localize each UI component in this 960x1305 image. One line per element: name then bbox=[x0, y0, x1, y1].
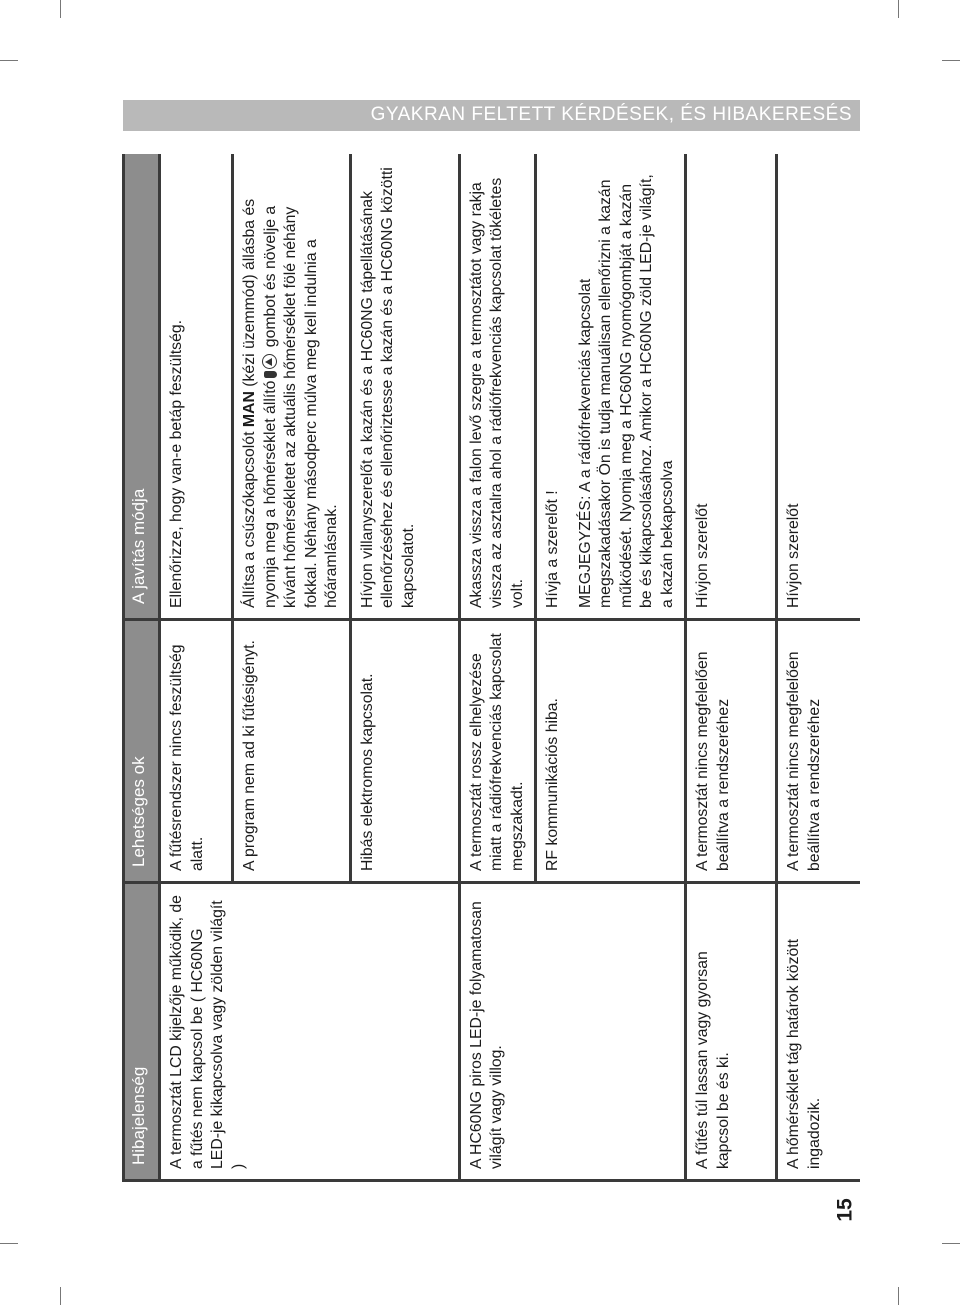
fix-cell bbox=[233, 154, 351, 620]
table-row bbox=[459, 154, 536, 1181]
cause-cell: A termosztát nincs megfelelően beállítva a rendszeréhez bbox=[686, 620, 777, 883]
thermometer-icon bbox=[264, 371, 277, 378]
crop-mark bbox=[60, 0, 61, 18]
crop-mark bbox=[898, 0, 899, 18]
troubleshooting-table-container bbox=[122, 154, 860, 1182]
table-row bbox=[160, 154, 233, 1181]
crop-mark bbox=[60, 1287, 61, 1305]
cause-cell: A termosztát rossz elhelyezése miatt a rádiófrekvenciás kapcsolat megszakadt. bbox=[459, 620, 536, 883]
fix-cell: Hívjon villanyszerelőt a kazán és a HC60NG tápellátásának ellenőrzéséhez és ellenőriztesse a kazán és a HC60NG közötti kapcsolatot. bbox=[350, 154, 459, 620]
fix-cell: Hívjon szerelőt bbox=[777, 154, 860, 620]
fix-cell: Hívjon szerelőt bbox=[686, 154, 777, 620]
page-number: 15 bbox=[833, 1198, 857, 1222]
cause-cell: A program nem ad ki fűtésigényt. bbox=[233, 620, 351, 883]
up-arrow-button-icon bbox=[262, 354, 277, 369]
symptom-cell: A termosztát LCD kijelzője működik, de a fűtés nem kapcsol be ( HC60NG LED-je kikapcsolva vagy zölden világít ) bbox=[160, 883, 460, 1181]
fix-cell: Akassza vissza a falon levő szegre a termosztátot vagy rakja vissza az asztalra ahol a rádiófrekvenciás kapcsolat tökéletes volt. bbox=[459, 154, 536, 620]
fix-text: Állítsa a csúszókapcsolót bbox=[241, 427, 258, 608]
section-title: GYAKRAN FELTETT KÉRDÉSEK, ÉS HIBAKERESÉS bbox=[370, 104, 852, 125]
column-header-fix: A javítás módja bbox=[124, 154, 160, 620]
crop-mark bbox=[0, 1243, 18, 1244]
crop-mark bbox=[942, 60, 960, 61]
crop-mark bbox=[0, 60, 18, 61]
cause-cell: Hibás elektromos kapcsolat. bbox=[350, 620, 459, 883]
table-row bbox=[686, 154, 777, 1181]
fix-cell: Ellenőrizze, hogy van-e betáp feszültség. bbox=[160, 154, 233, 620]
symptom-cell: A HC60NG piros LED-je folyamatosan világít vagy villog. bbox=[459, 883, 686, 1181]
table-row bbox=[777, 154, 860, 1181]
fix-text: Hívja a szerelőt ! bbox=[544, 490, 562, 608]
cause-cell: A termosztát nincs megfelelően beállítva a rendszeréhez bbox=[777, 620, 860, 883]
section-header-bar bbox=[123, 100, 860, 131]
column-header-cause: Lehetséges ok bbox=[124, 620, 160, 883]
table-header-row bbox=[124, 154, 160, 1181]
troubleshooting-table bbox=[122, 154, 860, 1182]
fix-text: gombot és növelje a kívánt hőmérsékletet az aktuális hőmérséklet fölé néhány fokkal. Néhány másodperc múlva meg kell indulnia a hőáramlásnak. bbox=[261, 205, 341, 608]
rotated-table-frame bbox=[122, 154, 860, 1182]
cause-cell: A fűtésrendszer nincs feszültség alatt. bbox=[160, 620, 233, 883]
mode-label: MAN bbox=[241, 391, 258, 428]
symptom-cell: A fűtés túl lassan vagy gyorsan kapcsol be és ki. bbox=[686, 883, 777, 1181]
column-header-symptom: Hibajelenség bbox=[124, 883, 160, 1181]
cause-cell: RF kommunikációs hiba. bbox=[536, 620, 686, 883]
fix-cell bbox=[536, 154, 686, 620]
fix-text: (kézi üzemmód) állásba és nyomja meg a hőmérséklet állító bbox=[241, 198, 279, 608]
note-text: MEGJEGYZÉS: A a rádiófrekvenciás kapcsolat megszakadásakor Ön is tudja manuálisan ellenőrizni a kazán működését. Nyomja meg a HC60NG nyomógombját a kazán be és kikapcsolásához. Amikor a HC60NG zöld LED-je világít, a kazán bekapcsolva bbox=[576, 174, 676, 608]
crop-mark bbox=[942, 1243, 960, 1244]
crop-mark bbox=[898, 1287, 899, 1305]
symptom-cell: A hőmérséklet tág határok között ingadozik. bbox=[777, 883, 860, 1181]
